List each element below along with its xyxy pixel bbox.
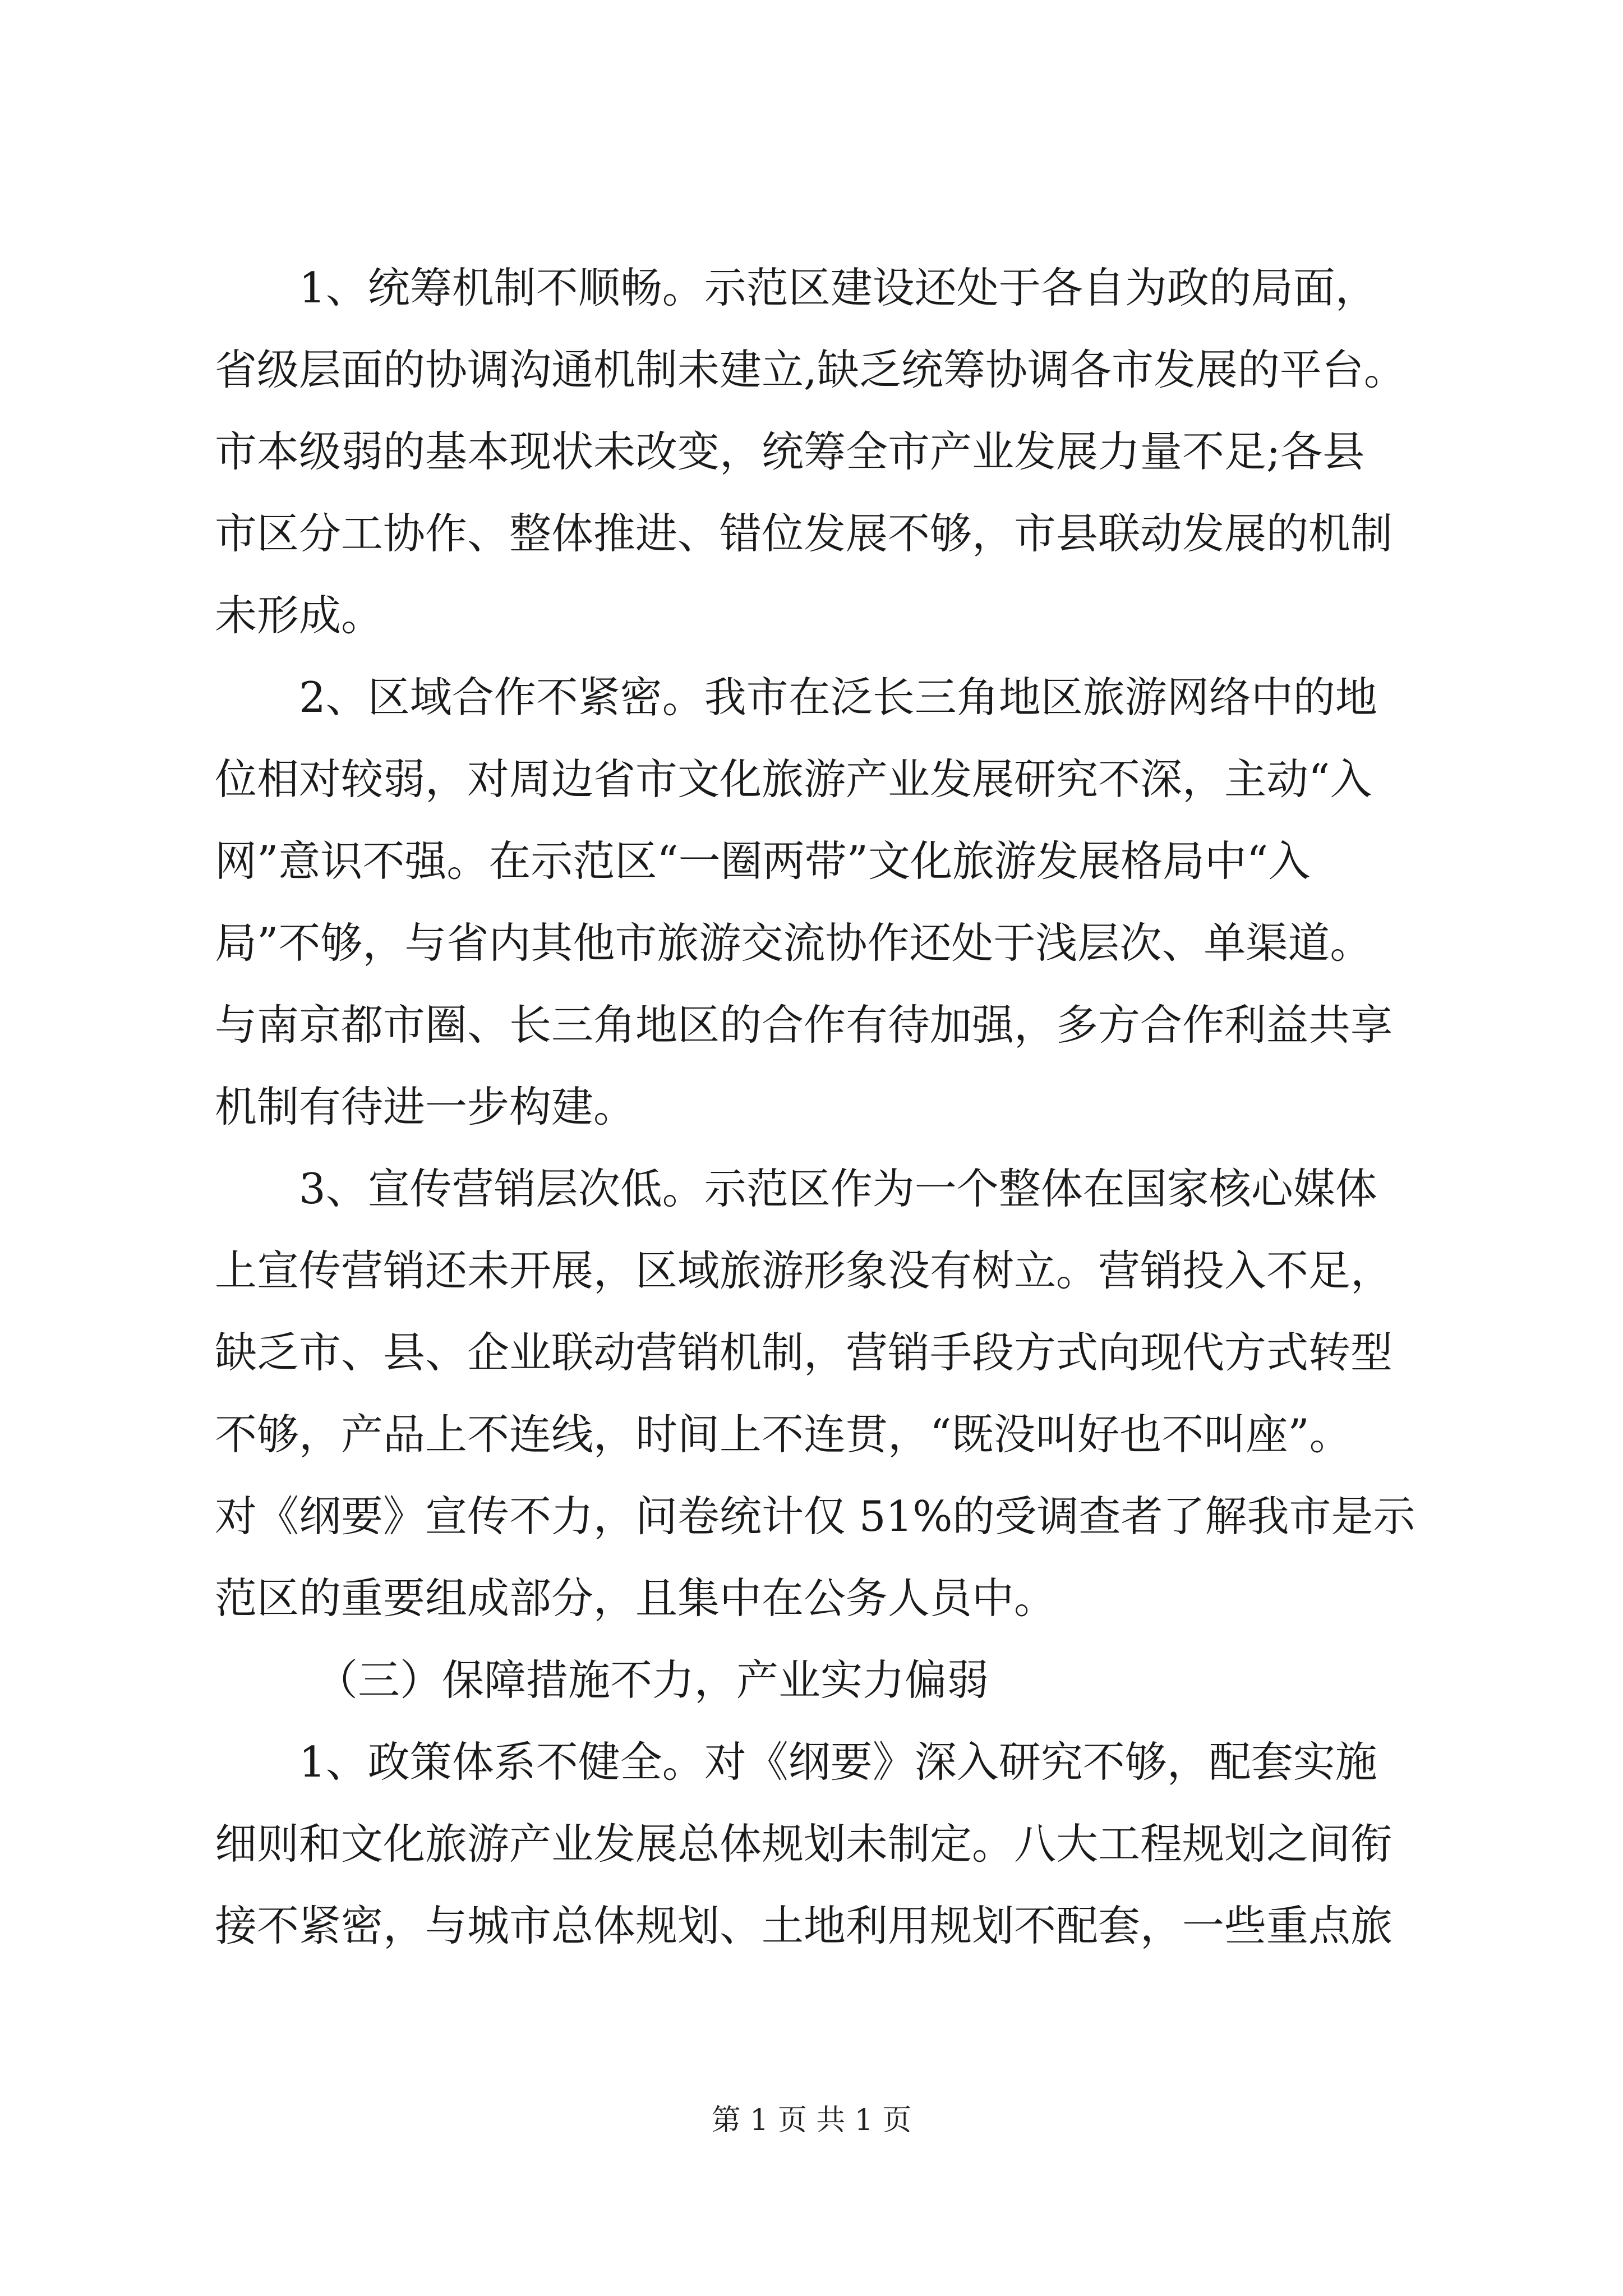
text-line: 位相对较弱，对周边省市文化旅游产业发展研究不深，主动“入 — [215, 754, 1372, 804]
text-line: 细则和文化旅游产业发展总体规划未制定。八大工程规划之间衔 — [215, 1819, 1393, 1869]
text-line: 与南京都市圈、长三角地区的合作有待加强，多方合作利益共享 — [215, 1000, 1393, 1050]
text-line: 缺乏市、县、企业联动营销机制，营销手段方式向现代方式转型 — [215, 1328, 1393, 1377]
text-line: 范区的重要组成部分，且集中在公务人员中。 — [215, 1573, 1057, 1623]
text-line: 3、宣传营销层次低。示范区作为一个整体在国家核心媒体 — [299, 1164, 1377, 1213]
text-line: 上宣传营销还未开展，区域旅游形象没有树立。营销投入不足， — [215, 1246, 1393, 1295]
text-line: 机制有待进一步构建。 — [215, 1082, 636, 1131]
text-line: 市本级弱的基本现状未改变，统筹全市产业发展力量不足;各县 — [215, 427, 1365, 476]
text-line: 市区分工协作、整体推进、错位发展不够，市县联动发展的机制 — [215, 509, 1393, 558]
text-line: 省级层面的协调沟通机制未建立,缺乏统筹协调各市发展的平台。 — [215, 345, 1406, 394]
text-line: 网”意识不强。在示范区“一圈两带”文化旅游发展格局中“入 — [215, 836, 1311, 886]
text-line: 2、区域合作不紧密。我市在泛长三角地区旅游网络中的地 — [299, 673, 1377, 722]
section-heading: （三）保障措施不力，产业实力偏弱 — [316, 1655, 989, 1705]
text-line: 1、统筹机制不顺畅。示范区建设还处于各自为政的局面， — [299, 263, 1377, 312]
text-line: 接不紧密，与城市总体规划、土地利用规划不配套，一些重点旅 — [215, 1901, 1393, 1950]
document-body — [215, 247, 1426, 1967]
page-number-footer: 第 1 页 共 1 页 — [711, 2104, 912, 2137]
text-line: 1、政策体系不健全。对《纲要》深入研究不够，配套实施 — [299, 1737, 1377, 1787]
text-line: 局”不够，与省内其他市旅游交流协作还处于浅层次、单渠道。 — [215, 918, 1372, 968]
text-line: 未形成。 — [215, 591, 384, 640]
text-line: 不够，产品上不连线，时间上不连贯，“既没叫好也不叫座”。 — [215, 1410, 1352, 1459]
text-line: 对《纲要》宣传不力，问卷统计仅 51%的受调查者了解我市是示 — [215, 1492, 1415, 1541]
